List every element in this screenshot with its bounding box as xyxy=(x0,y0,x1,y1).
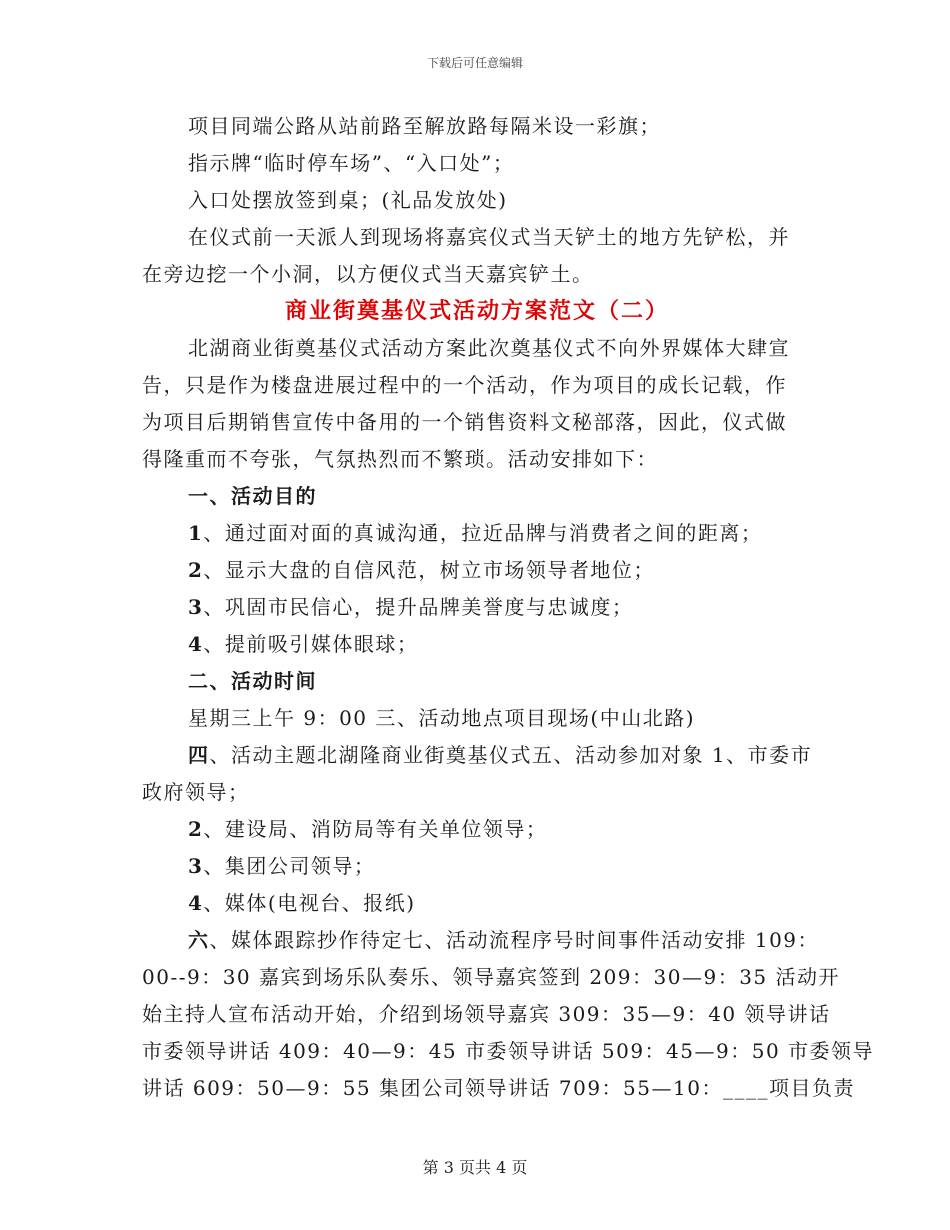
list-item xyxy=(142,626,812,663)
paragraph-line: 星期三上午 9：00 三、活动地点项目现场(中山北路) xyxy=(188,706,695,730)
paragraph-line xyxy=(142,922,820,959)
document-body xyxy=(142,108,875,1107)
list-item xyxy=(142,589,812,626)
list-text: 、集团公司领导； xyxy=(203,854,376,878)
paragraph-line: 为项目后期销售宣传中备用的一个销售资料文秘部落，因此，仪式做 xyxy=(142,410,787,434)
paragraph-line: 00--9：30 嘉宾到场乐队奏乐、领导嘉宾签到 209：30—9：35 活动开 xyxy=(142,965,841,989)
paragraph-line: 在仪式前一天派人到现场将嘉宾仪式当天铲土的地方先铲松，并 xyxy=(188,225,790,249)
list-item xyxy=(142,515,812,552)
paragraph-line: 北湖商业街奠基仪式活动方案此次奠基仪式不向外界媒体大肆宣 xyxy=(188,336,790,360)
list-text: 、巩固市民信心，提升品牌美誉度与忠诚度； xyxy=(203,595,634,619)
paragraph-line xyxy=(142,737,812,774)
paragraph-line: 入口处摆放签到桌；(礼品发放处) xyxy=(188,188,508,212)
paragraph-line: 市委领导讲话 409：40—9：45 市委领导讲话 509：45—9：50 市委领导 xyxy=(142,1039,875,1063)
list-item xyxy=(142,811,812,848)
section-number: 六 xyxy=(188,928,210,952)
paragraph-line: 政府领导； xyxy=(142,780,250,804)
list-text: 、建设局、消防局等有关单位领导； xyxy=(203,817,548,841)
list-text: 、显示大盘的自信风范，树立市场领导者地位； xyxy=(203,558,655,582)
paragraph-line: 告，只是作为楼盘进展过程中的一个活动，作为项目的成长记载，作 xyxy=(142,373,787,397)
list-number: 3 xyxy=(188,854,204,878)
list-item xyxy=(142,848,812,885)
list-item xyxy=(142,885,812,922)
section-title: 商业街奠基仪式活动方案范文（二） xyxy=(284,299,669,324)
section-number: 四 xyxy=(188,743,210,767)
list-text: 、通过面对面的真诚沟通，拉近品牌与消费者之间的距离； xyxy=(203,521,763,545)
list-number: 2 xyxy=(188,558,204,582)
list-item xyxy=(142,552,812,589)
paragraph-line: 讲话 609：50—9：55 集团公司领导讲话 709：55—10：____项目负责 xyxy=(142,1076,855,1100)
paragraph-line: 得隆重而不夸张，气氛热烈而不繁琐。活动安排如下： xyxy=(142,447,658,471)
list-number: 4 xyxy=(188,891,204,915)
page-footer: 第 3 页共 4 页 xyxy=(422,1158,528,1177)
list-number: 1 xyxy=(188,521,204,545)
paragraph-text: 、活动主题北湖隆商业街奠基仪式五、活动参加对象 1、市委市 xyxy=(209,743,813,767)
list-text: 、媒体(电视台、报纸) xyxy=(203,891,416,915)
paragraph-text: 、媒体跟踪抄作待定七、活动流程序号时间事件活动安排 109： xyxy=(209,928,820,952)
paragraph-line: 在旁边挖一个小洞，以方便仪式当天嘉宾铲土。 xyxy=(142,262,594,286)
list-text: 、提前吸引媒体眼球； xyxy=(203,632,419,656)
paragraph-line: 指示牌“临时停车场”、“入口处”； xyxy=(188,151,515,175)
list-number: 3 xyxy=(188,595,204,619)
heading-time: 二、活动时间 xyxy=(188,669,317,693)
list-number: 2 xyxy=(188,817,204,841)
page-header: 下载后可任意编辑 xyxy=(426,56,523,70)
list-number: 4 xyxy=(188,632,204,656)
paragraph-line: 始主持人宣布活动开始，介绍到场领导嘉宾 309：35—9：40 领导讲话 xyxy=(142,1002,831,1026)
heading-objectives: 一、活动目的 xyxy=(188,484,317,508)
paragraph-line: 项目同端公路从站前路至解放路每隔米设一彩旗； xyxy=(188,114,661,138)
